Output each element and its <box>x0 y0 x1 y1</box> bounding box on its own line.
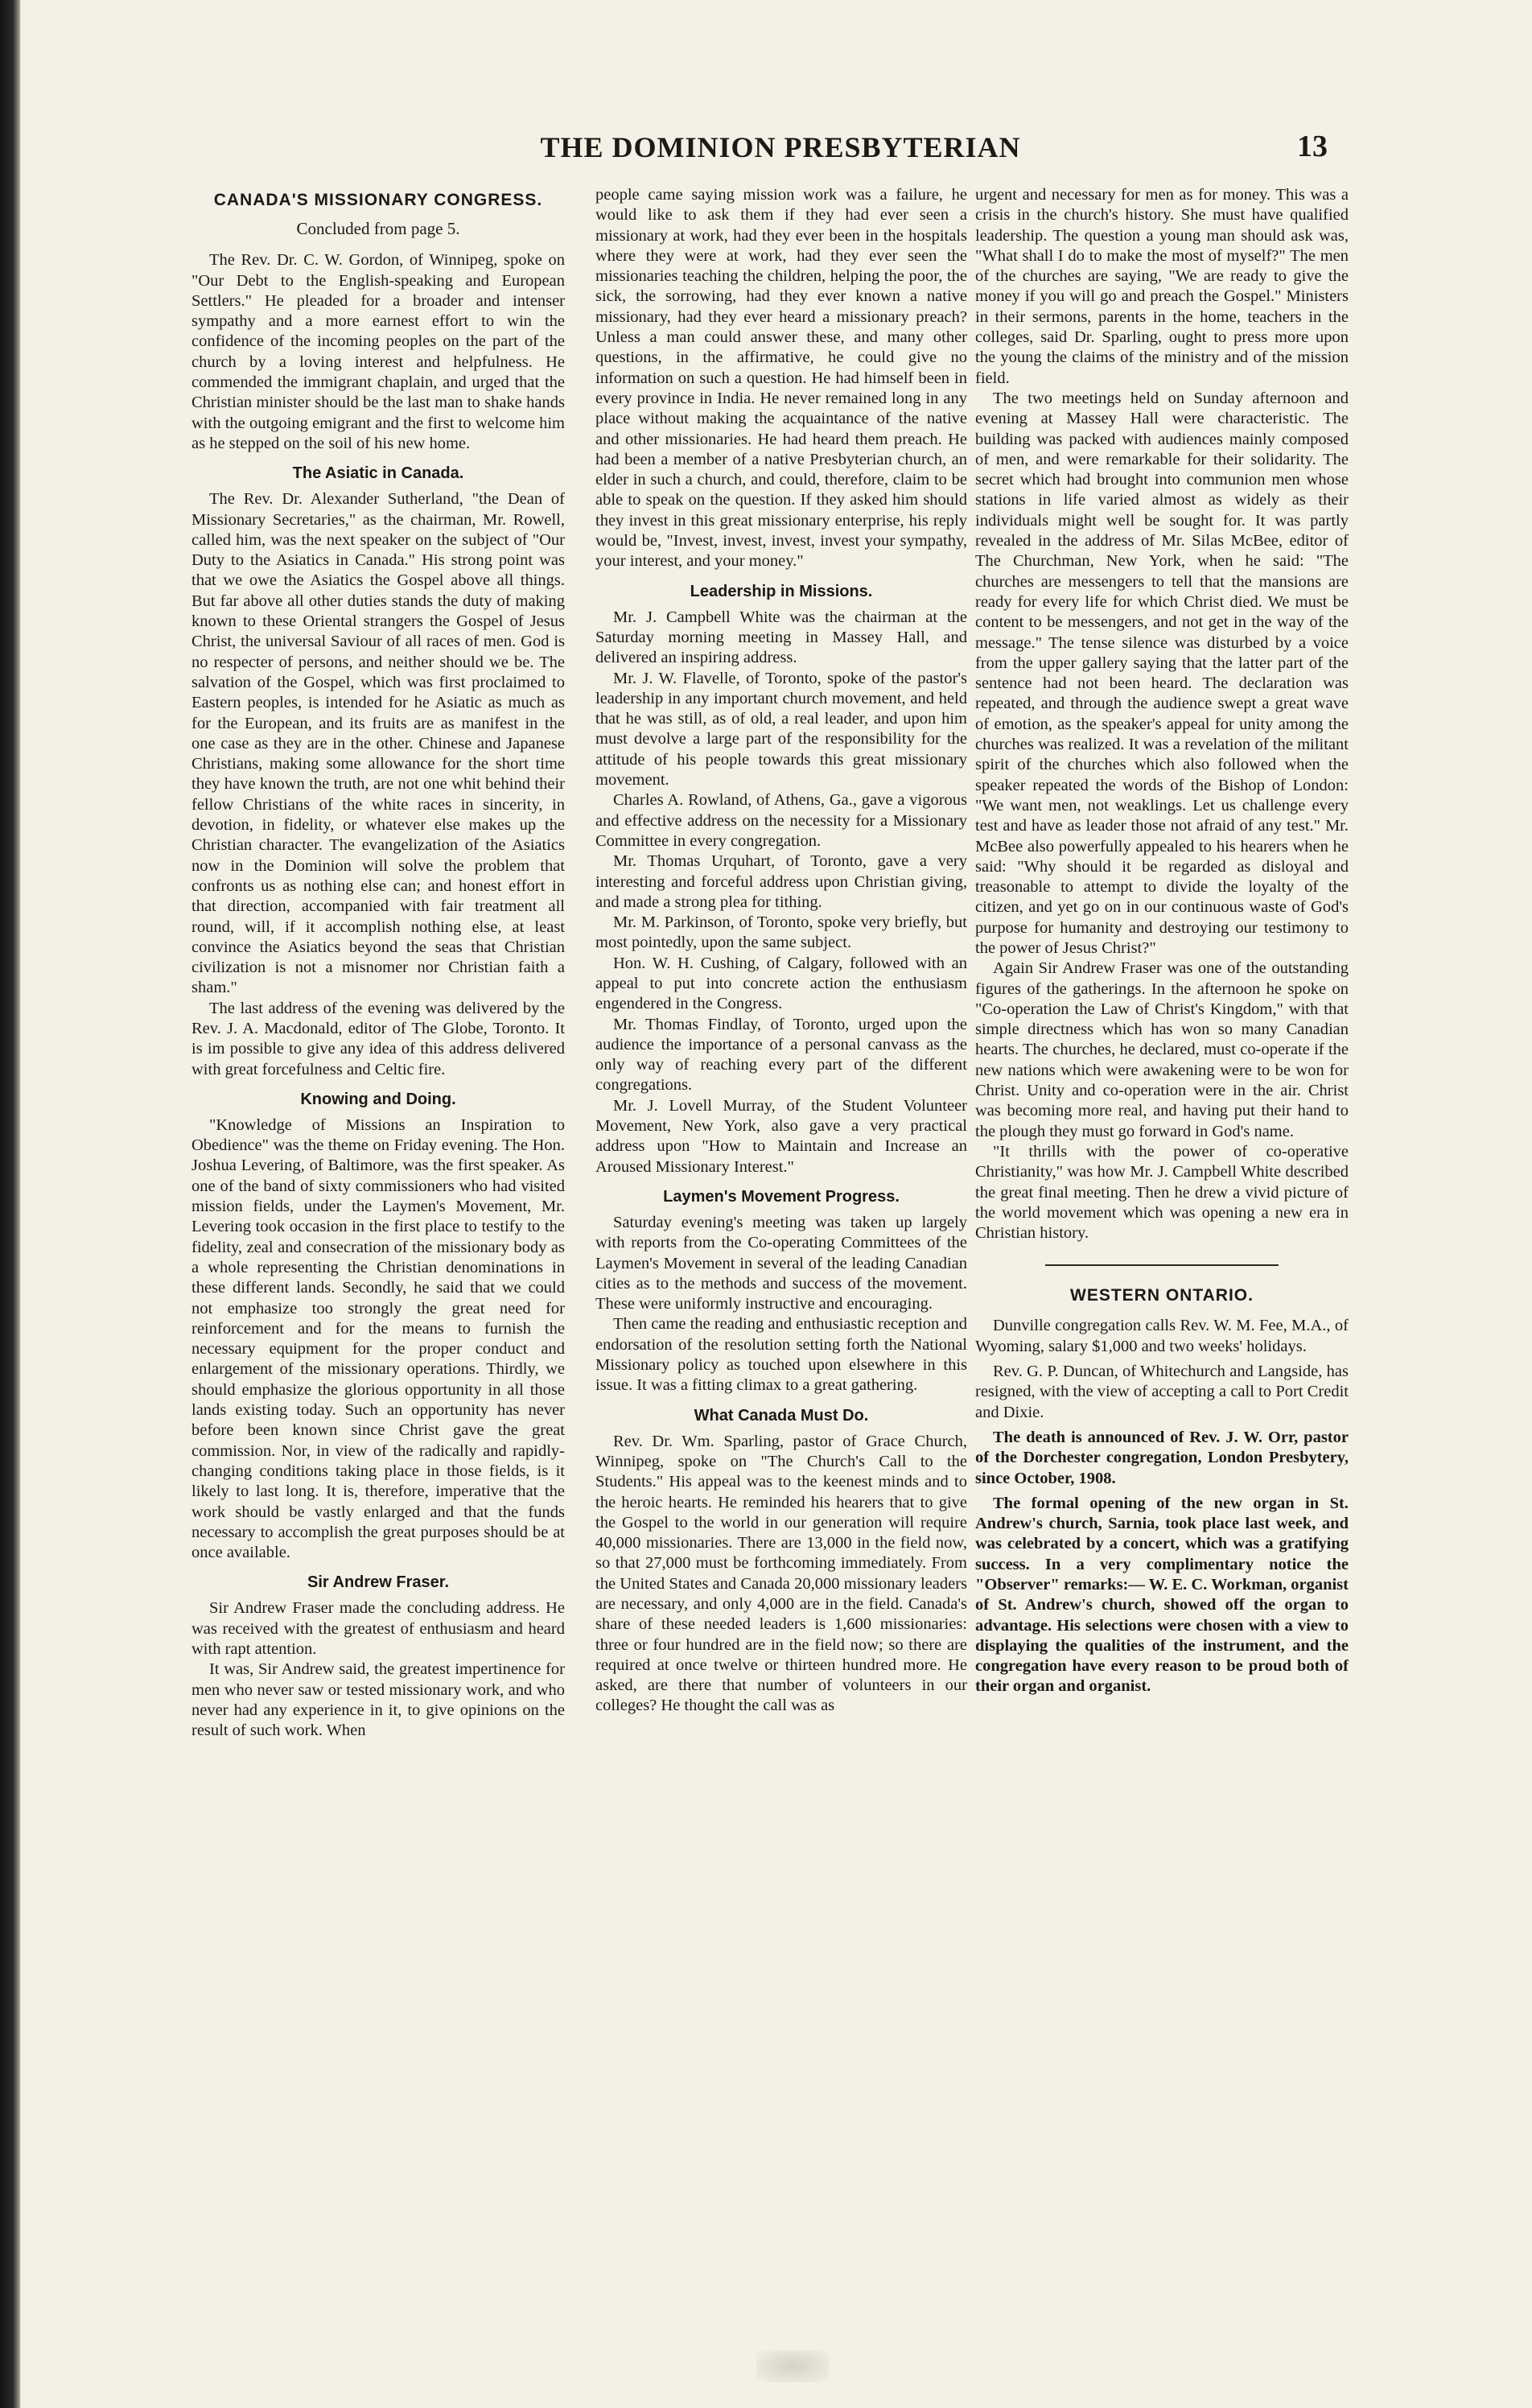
article-title: CANADA'S MISSIONARY CONGRESS. <box>213 191 543 209</box>
paragraph: Mr. Thomas Findlay, of Toronto, urged upon the audience the importance of a personal canvass as the only way of reaching every part of the different congregations. <box>595 1015 967 1095</box>
running-title: THE DOMINION PRESBYTERIAN <box>540 131 1021 163</box>
column-2 <box>595 185 967 1717</box>
section-heading-western-ontario: WESTERN ONTARIO. <box>1070 1286 1254 1305</box>
paragraph: The Rev. Dr. Alexander Sutherland, "the Dean of Missionary Secretaries," as the chairman, Mr. Rowell, called him, was the next speaker on the subject of "Our Duty to the Asiatics in Canada." His strong point was that we owe the Asiatics the Gospel above all things. But far above all other duties stands the duty of making known to these Oriental strangers the Gospel of Jesus Christ, the universal Saviour of all races of men. God is no respecter of persons, and neither should we be. The salvation of the Gospel, which was first proclaimed to Eastern peoples, is intended for he Asiatic as much as for the European, and its fruits are as manifest in the one case as they are in the other. Chinese and Japanese Christians, making some allowance for the short time they have known the truth, are not one whit behind their fellow Christians of the white races in sincerity, in devotion, in fidelity, or whatever else makes up the Christian character. The evangelization of the Asiatics now in the Dominion will solve the problem that confronts us as nothing else can; and honest effort in that direction, accompanied with fair treatment all round, will, if it accomplish nothing else, at least convince the Asiatics beyond the seas that Christian civilization is not a misnomer nor Christian faith a sham." <box>192 490 565 997</box>
paragraph: Again Sir Andrew Fraser was one of the outstanding figures of the gatherings. In the afternoon he spoke on "Co-operation the Law of Christ's Kingdom," with that simple directness which has won so many Canadian hearts. The churches, he declared, must co-operate if the new nations which were awakening were to be won for Christ. Unity and co-operation were in the air. Christ was becoming more real, and having put their hand to the plough they must go forward in God's name. <box>975 959 1349 1140</box>
paragraph: urgent and necessary for men as for money. This was a crisis in the church's history. She must have qualified leadership. The question a young man should ask was, "What shall I do to make the most of myself?" The men of the churches are saying, "We are ready to give the money if you will go and preach the Gospel." Ministers in their sermons, parents in the home, teachers in the colleges, said Dr. Sparling, ought to press more upon the young the claims of the ministry and of the mission field. <box>975 186 1349 387</box>
paragraph: Charles A. Rowland, of Athens, Ga., gave a vigorous and effective address on the necessity for a Missionary Committee in every congregation. <box>595 791 967 850</box>
news-item: The death is announced of Rev. J. W. Orr, pastor of the Dorchester congregation, London Presbytery, since October, 1908. <box>975 1428 1349 1487</box>
section-heading-asiatic: The Asiatic in Canada. <box>292 464 464 483</box>
paragraph: Mr. M. Parkinson, of Toronto, spoke very briefly, but most pointedly, upon the same subject. <box>595 913 967 952</box>
section-heading-laymen: Laymen's Movement Progress. <box>663 1187 900 1206</box>
paragraph: Hon. W. H. Cushing, of Calgary, followed with an appeal to put into concrete action the enthusiasm engendered in the Congress. <box>595 954 967 1013</box>
paragraph: Mr. J. Campbell White was the chairman at the Saturday morning meeting in Massey Hall, and delivered an inspiring address. <box>595 608 967 667</box>
paragraph: Saturday evening's meeting was taken up largely with reports from the Co-operating Committees of the Laymen's Movement in several of the leading Canadian cities as to the methods and success of the movement. These were uniformly instructive and encouraging. <box>595 1213 967 1313</box>
section-heading-fraser: Sir Andrew Fraser. <box>307 1573 449 1592</box>
paragraph: Sir Andrew Fraser made the concluding address. He was received with the greatest of enthusiasm and heard with rapt attention. <box>192 1599 565 1658</box>
news-item: The formal opening of the new organ in St. Andrew's church, Sarnia, took place last week, and was celebrated by a concert, which was a gratifying success. In a very complimentary notice the "Observer" remarks:— W. E. C. Workman, organist of St. Andrew's church, showed off the organ to advantage. His selections were chosen with a view to displaying the qualities of the instrument, and the congregation have every reason to be proud both of their organ and organist. <box>975 1494 1349 1696</box>
column-3 <box>975 185 1349 1697</box>
paragraph: people came saying mission work was a failure, he would like to ask them if they had ever seen a missionary at work, had they ever been in the hospitals where they were at work, had they ever seen the missionaries teaching the children, helping the poor, the sick, the sorrowing, had they ever known a native missionary, had they ever heard a missionary preach? Unless a man could answer these, and many other questions, in the affirmative, he could give no information on such a question. He had himself been in every province in India. He never remained long in any place without making the acquaintance of the native and other missionaries. He had heard them preach. He had been a member of a native Presbyterian church, an elder in such a church, and could, therefore, claim to be able to speak on the question. If they asked him should they invest in this great missionary enterprise, his reply would be, "Invest, invest, invest, invest your sympathy, your interest, and your money." <box>595 186 967 571</box>
scan-smudge <box>756 2350 829 2382</box>
section-heading-leadership: Leadership in Missions. <box>690 582 873 600</box>
paragraph: Then came the reading and enthusiastic reception and endorsation of the resolution setting forth the National Missionary policy as touched upon elsewhere in this issue. It was a fitting climax to a great gathering. <box>595 1315 967 1395</box>
paragraph: The Rev. Dr. C. W. Gordon, of Winnipeg, spoke on "Our Debt to the English-speaking and European Settlers." He pleaded for a broader and intenser sympathy and a more earnest effort to win the confidence of the incoming peoples on the part of the church by a loving interest and helpfulness. He commended the immigrant chaplain, and urged that the Christian minister should be the last man to shake hands with the outgoing emigrant and the first to welcome him as he stepped on the soil of his new home. <box>192 251 565 452</box>
section-heading-canada: What Canada Must Do. <box>694 1406 869 1425</box>
section-divider <box>1045 1264 1279 1266</box>
news-item: Rev. G. P. Duncan, of Whitechurch and Langside, has resigned, with the view of accepting a call to Port Credit and Dixie. <box>975 1363 1349 1421</box>
paragraph: "Knowledge of Missions an Inspiration to Obedience" was the theme on Friday evening. The Hon. Joshua Levering, of Baltimore, was the first speaker. As one of the band of sixty commissioners who had visited mission fields, under the Laymen's Movement, Mr. Levering took occasion in the first place to testify to the fidelity, zeal and consecration of the missionary body as a whole representing the Christian denominations in these different lands. Secondly, he said that we could not emphasize too strongly the great need for reinforcement and for the means to furnish the necessary equipment for the proper conduct and enlargement of the missionary operations. Thirdly, we should emphasize the glorious opportunity in all those lands existing today. Such an opportunity has never before been known since Christ gave the great commission. Nor, in view of the radically and rapidly-changing conditions taking place in those fields, is it likely to last long. It is, therefore, imperative that the work should be vastly enlarged and that the funds necessary to accomplish the great purposes should be at once available. <box>192 1115 565 1562</box>
paragraph: "It thrills with the power of co-operative Christianity," was how Mr. J. Campbell White described the great final meeting. Then he drew a vivid picture of the world movement which was opening a new era in Christian history. <box>975 1142 1349 1243</box>
page-number: 13 <box>1297 130 1328 163</box>
paragraph: The two meetings held on Sunday afternoon and evening at Massey Hall were characteristic. The building was packed with audiences mainly composed of men, and were remarkable for their solidarity. The secret which had brought into communion men whose stations in life varied almost as widely as their individuals might well be sought for. It was partly revealed in the address of Mr. Silas McBee, editor of The Churchman, New York, when he said: "The churches are messengers to tell that the mansions are ready for every life for which Christ died. We must be content to be messengers, and not get in the way of the message." The tense silence was disturbed by a voice from the upper gallery saying that the latter part of the sentence had not been heard. The declaration was repeated, and through the audience swept a great wave of emotion, as the speaker's appeal for unity among the churches was realized. It was a revelation of the militant spirit of the churches which also followed when the speaker repeated the words of the Bishop of London: "We want men, not weaklings. Let us challenge every test and have as leader those not afraid of any test." Mr. McBee also powerfully appealed to his hearers when he said: "Why should it be regarded as disloyal and treasonable to attempt to divide the loyalty of the citizen, and yet go on in our continuous waste of God's purpose for humanity and destroying our testimony to the power of Jesus Christ?" <box>975 389 1349 957</box>
paragraph: Mr. J. W. Flavelle, of Toronto, spoke of the pastor's leadership in any important church movement, and held that he was still, as of old, a real leader, and upon him must devolve a large part of the responsibility for the attitude of his people towards this great missionary movement. <box>595 669 967 790</box>
column-1 <box>192 185 565 1741</box>
paragraph: It was, Sir Andrew said, the greatest impertinence for men who never saw or tested missionary work, and who never had any experience in it, to give opinions on the result of such work. When <box>192 1660 565 1740</box>
paragraph: The last address of the evening was delivered by the Rev. J. A. Macdonald, editor of The Globe, Toronto. It is im possible to give any idea of this address delivered with great forcefulness and Celtic fire. <box>192 999 565 1078</box>
paragraph: Mr. J. Lovell Murray, of the Student Volunteer Movement, New York, also gave a very practical address upon "How to Maintain and Increase an Aroused Missionary Interest." <box>595 1096 967 1176</box>
section-heading-knowing: Knowing and Doing. <box>300 1090 456 1108</box>
scan-binding-edge <box>0 0 21 2408</box>
paragraph: Rev. Dr. Wm. Sparling, pastor of Grace Church, Winnipeg, spoke on "The Church's Call to the Students." His appeal was to the keenest minds and to the heroic hearts. He reminded his hearers that to give the Gospel to the world in our generation will require 40,000 missionaries. There are 13,000 in the field now, so that 27,000 must be forthcoming immediately. From the United States and Canada 20,000 missionary leaders are necessary, and only 4,000 are in the field. Canada's share of these needed leaders is 1,600 missionaries: three or four hundred are in the field now; so there are required at once twelve or thirteen hundred more. He asked, are there that number of volunteers in our colleges? He thought the call was as <box>595 1432 967 1715</box>
paragraph: Mr. Thomas Urquhart, of Toronto, gave a very interesting and forceful address upon Christian giving, and made a strong plea for tithing. <box>595 852 967 911</box>
news-item: Dunville congregation calls Rev. W. M. Fee, M.A., of Wyoming, salary $1,000 and two weeks' holidays. <box>975 1317 1349 1355</box>
continued-note: Concluded from page 5. <box>296 219 460 238</box>
